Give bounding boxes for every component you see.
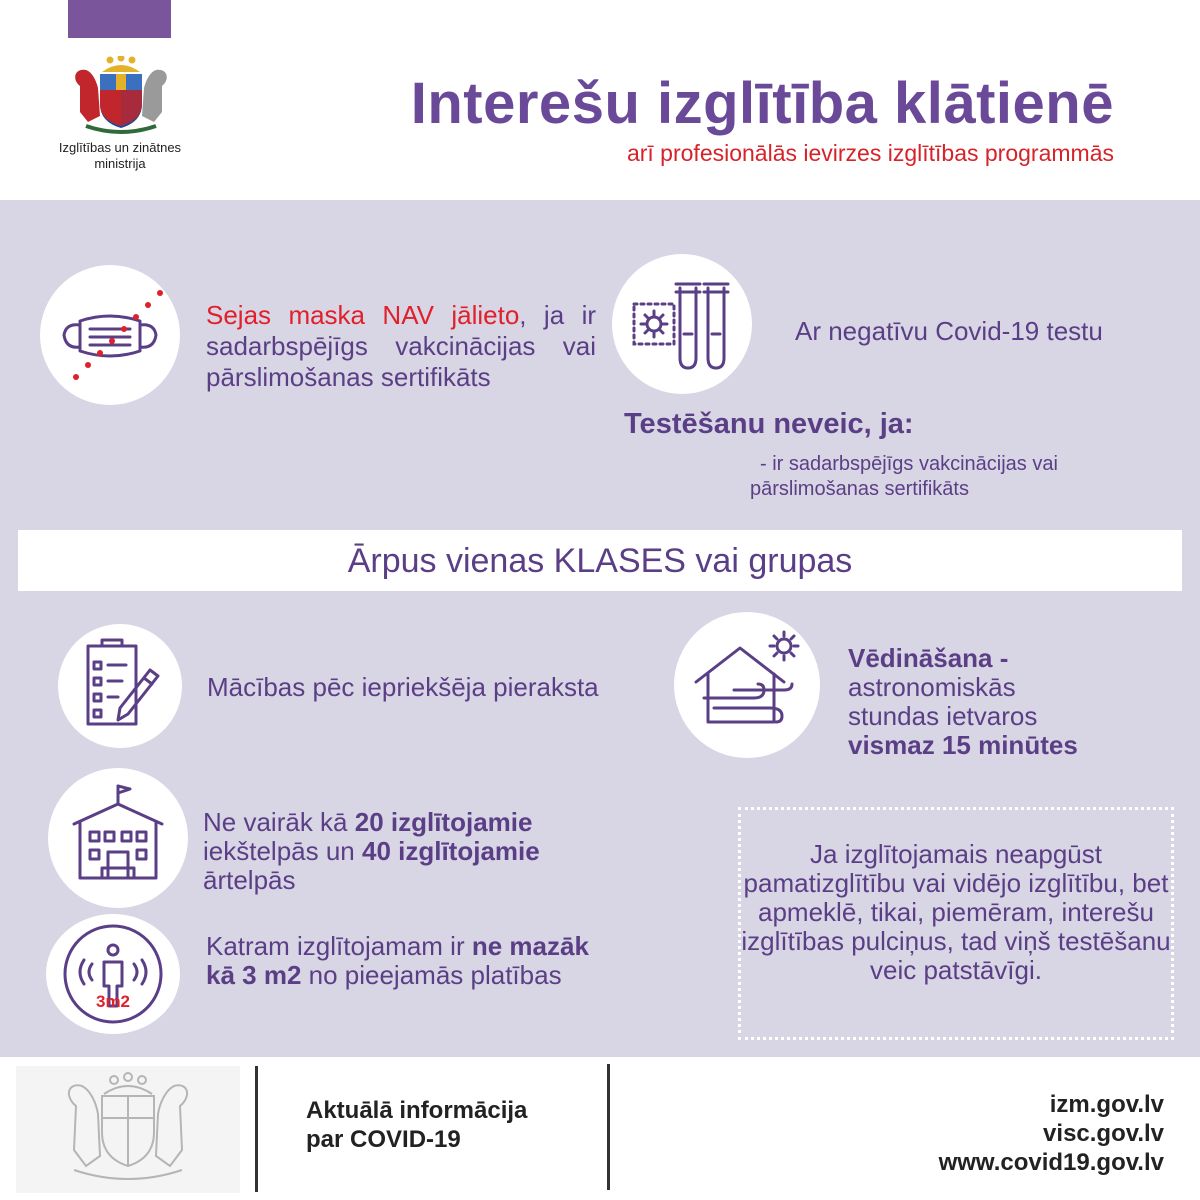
testing-exemption-text (750, 452, 1150, 502)
ministry-name-line1: Izglītības un zinātnes (58, 140, 182, 155)
mask-icon (40, 265, 180, 405)
ventilation-text (848, 644, 1148, 760)
ventilation-house-icon (674, 612, 820, 758)
covid-info-line2: par COVID-19 (306, 1126, 461, 1153)
ministry-name-line2: ministrija (94, 156, 146, 171)
people-limit-text (203, 808, 623, 895)
covid-info-line1: Aktuālā informācija (306, 1097, 528, 1124)
people-limit-indoor: 20 izglītojamie (354, 807, 533, 837)
area-rule-minimum: ne mazāk kā 3 m2 (206, 931, 589, 990)
mask-rule-rest: , ja ir sadarbspējīgs vakcinācijas vai pārslimošanas sertifikāts (206, 300, 597, 392)
area-rule-part1: Katram izglītojamam ir (206, 931, 472, 961)
top-accent-bar (68, 0, 171, 38)
area-rule-part2: no pieejamās platības (301, 960, 562, 990)
people-limit-outdoor: 40 izglītojamie (361, 836, 540, 866)
people-limit-part1: Ne vairāk kā (203, 807, 355, 837)
link-izm[interactable]: izm.gov.lv (1049, 1091, 1164, 1118)
footer-divider (607, 1064, 610, 1190)
people-limit-part3: ārtelpās (203, 865, 296, 895)
ventilation-line3: stundas ietvaros (848, 701, 1038, 731)
mask-rule-text (206, 300, 596, 393)
test-tubes-icon (612, 254, 752, 394)
negative-test-text: Ar negatīvu Covid-19 testu (795, 316, 1103, 346)
school-building-icon (48, 768, 188, 908)
page-subtitle: arī profesionālās ievirzes izglītības programmās (626, 140, 1114, 166)
pre-registration-text: Mācības pēc iepriekšēja pieraksta (207, 672, 599, 702)
ventilation-line2: astronomiskās (848, 672, 1016, 702)
footer-coat-of-arms-logo (16, 1066, 240, 1193)
link-visc[interactable]: visc.gov.lv (1043, 1120, 1164, 1147)
outside-class-banner-text: Ārpus vienas KLASES vai grupas (347, 542, 853, 580)
page-title: Interešu izglītība klātienē (410, 71, 1114, 136)
covid-info-label (306, 1096, 527, 1154)
ventilation-heading: Vēdināšana - (848, 643, 1009, 673)
outside-class-banner (18, 530, 1182, 591)
coat-of-arms-logo (66, 56, 176, 136)
checklist-icon (58, 624, 182, 748)
footer-links (939, 1090, 1164, 1177)
people-limit-part2: iekštelpās un (203, 836, 362, 866)
self-testing-note-text: Ja izglītojamais neapgūst pamatizglītību vai vidējo izglītību, bet apmeklē, tikai, piemēram, interešu izglītības pulciņus, tad viņš testēšanu veic patstāvīgi. (741, 839, 1171, 985)
personal-space-icon (46, 914, 180, 1034)
footer-divider (255, 1066, 258, 1192)
link-covid19[interactable]: www.covid19.gov.lv (938, 1149, 1164, 1176)
ministry-name (40, 140, 200, 172)
testing-exemption-line2: pārslimošanas sertifikāts (750, 478, 969, 500)
self-testing-note-box (738, 807, 1174, 1040)
ventilation-duration: vismaz 15 minūtes (848, 730, 1078, 760)
testing-exemption-heading: Testēšanu neveic, ja: (624, 408, 914, 440)
testing-exemption-line1: - ir sadarbspējīgs vakcinācijas vai (760, 453, 1058, 475)
area-rule-text (206, 932, 606, 990)
mask-rule-lead: Sejas maska NAV jālieto (206, 300, 520, 330)
space-icon-label: 3m2 (95, 992, 131, 1011)
